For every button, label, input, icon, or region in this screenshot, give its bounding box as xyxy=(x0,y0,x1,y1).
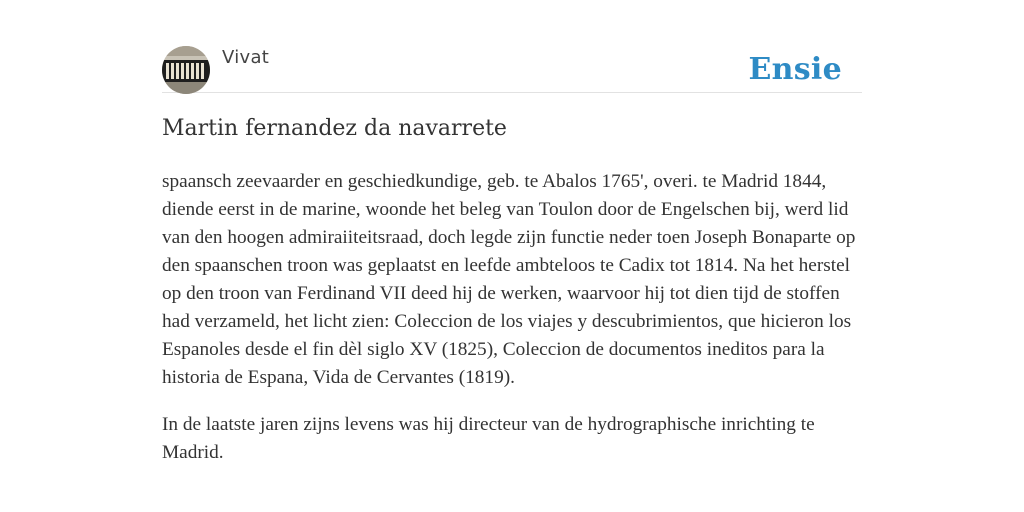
article-paragraph: spaansch zeevaarder en geschiedkundige, geb. te Abalos 1765', overi. te Madrid 1844, diende eerst in de marine, woonde het beleg van Toulon door de Engelschen bij, werd lid van den hoogen admiraiiteitsraad, doch legde zijn functie neder toen Joseph Bonaparte op den spaanschen troon was geplaatst en leefde ambteloos te Cadix tot 1814. Na het herstel op den troon van Ferdinand VII deed hij de werken, waarvoor hij tot dien tijd de stoffen had verzameld, het licht zien: Coleccion de los viajes y descubrimientos, que hicieron los Espanoles desde el fin dèl siglo XV (1825), Coleccion de documentos ineditos para la historia de Espana, Vida de Cervantes (1819). xyxy=(162,171,856,388)
brand-logo[interactable]: Ensie xyxy=(748,52,842,87)
typewriter-keys-icon xyxy=(162,46,210,94)
author-name[interactable]: Vivat xyxy=(222,47,270,68)
author-avatar[interactable] xyxy=(162,46,210,94)
article-header xyxy=(162,46,862,93)
article-body xyxy=(162,168,862,486)
article-title: Martin fernandez da navarrete xyxy=(162,116,507,141)
article-paragraph: In de laatste jaren zijns levens was hij directeur van de hydrographische inrichting te Madrid. xyxy=(162,414,815,463)
